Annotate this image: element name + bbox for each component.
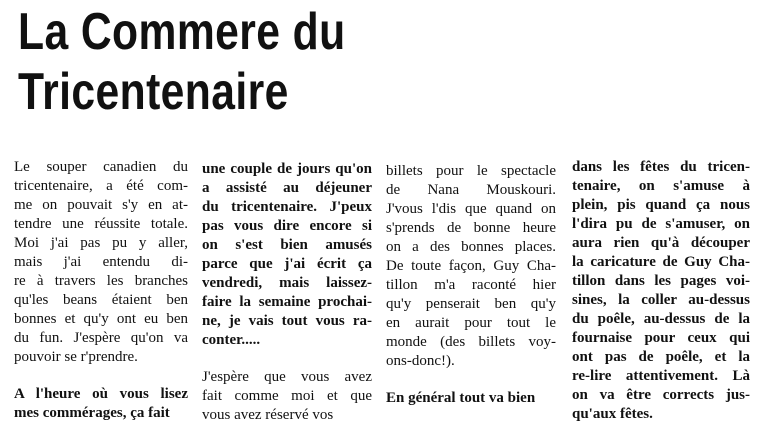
text-line: a assisté au déjeuner [202,180,372,196]
text-line: fait comme moi et que [202,388,372,404]
text-line: de Nana Mouskouri. [386,182,556,198]
text-line: en aurait pour tout le [386,315,556,331]
text-line: dans les fêtes du tricen- [572,159,750,175]
text-line: re-lire attentivement. Là [572,368,750,384]
text-line: J'espère que vous avez [202,369,372,385]
text-line: qu'aux fêtes. [572,406,653,422]
text-line: s'prends de bonne heure [386,220,556,236]
text-line: Le souper canadien du [14,159,188,175]
text-line: pas vous dire encore si [202,218,372,234]
text-line: monde (des billets voy- [386,334,556,350]
headline [18,2,346,122]
text-line: on s'est bien amusés [202,237,372,253]
text-line: du tricentenaire. J'peux [202,199,372,215]
headline-line-1: La Commere du [18,3,346,61]
text-line: qu'y penserait ben qu'y [386,296,556,312]
text-line: une couple de jours qu'on [202,161,372,177]
text-line: En général tout va bien [386,390,536,406]
paragraph [572,158,750,424]
text-line: faire la semaine prochai- [202,294,372,310]
paragraph [14,158,188,367]
text-line: re à travers les branches [14,273,188,289]
text-line: pouvoir se r'prendre. [14,349,138,365]
text-line: tillon m'a raconté hier [386,277,556,293]
text-line: billets pour le spectacle [386,163,556,179]
text-line: on va être corrects jus- [572,387,750,403]
article-column-1 [14,158,188,423]
text-line: plein, pis quand ça nous [572,197,750,213]
text-line: on a des bonnes places. [386,239,556,255]
text-line: vous avez réservé vos [202,407,334,423]
text-line: du fun. J'espère qu'on va [14,330,188,346]
text-line: me on pouvait s'y en at- [14,197,188,213]
text-line: la caricature de Guy Cha- [572,254,750,270]
text-line: tricentenaire, a été com- [14,178,188,194]
text-line: aura rien qu'à découper [572,235,750,251]
paragraph [386,389,556,408]
text-line: l'dira pu de s'amuser, on [572,216,750,232]
paragraph [14,385,188,423]
text-line: tillon dans les pages voi- [572,273,750,289]
paragraph [202,368,372,425]
text-line: tenaire, on s'amuse à [572,178,750,194]
paragraph [386,162,556,371]
text-line: Moi j'ai pas pu y aller, [14,235,188,251]
text-line: qu'les beans étaient ben [14,292,188,308]
text-line: De toute façon, Guy Cha- [386,258,556,274]
article-column-4 [572,158,750,424]
text-line: sines, la coller au-dessus [572,292,750,308]
paragraph [202,160,372,350]
text-line: bonnes et qu'y ont eu ben [14,311,188,327]
text-line: du poêle, au-dessus de la [572,311,750,327]
headline-line-2: Tricentenaire [18,63,289,121]
text-line: ons-donc!). [386,353,455,369]
text-line: parce que j'ai écrit ça [202,256,372,272]
text-line: conter..... [202,332,261,348]
article-column-3 [386,162,556,408]
text-line: J'vous l'dis que quand on [386,201,556,217]
text-line: fournaise pour ceux qui [572,330,750,346]
text-line: mais j'ai entendu di- [14,254,188,270]
text-line: vendredi, mais laissez- [202,275,372,291]
text-line: ne, je vais tout vous ra- [202,313,372,329]
text-line: A l'heure où vous lisez [14,386,188,402]
text-line: ont pas de poêle, et la [572,349,750,365]
text-line: tendre une réussite totale. [14,216,188,232]
article-column-2 [202,160,372,425]
text-line: mes commérages, ça fait [14,405,170,421]
